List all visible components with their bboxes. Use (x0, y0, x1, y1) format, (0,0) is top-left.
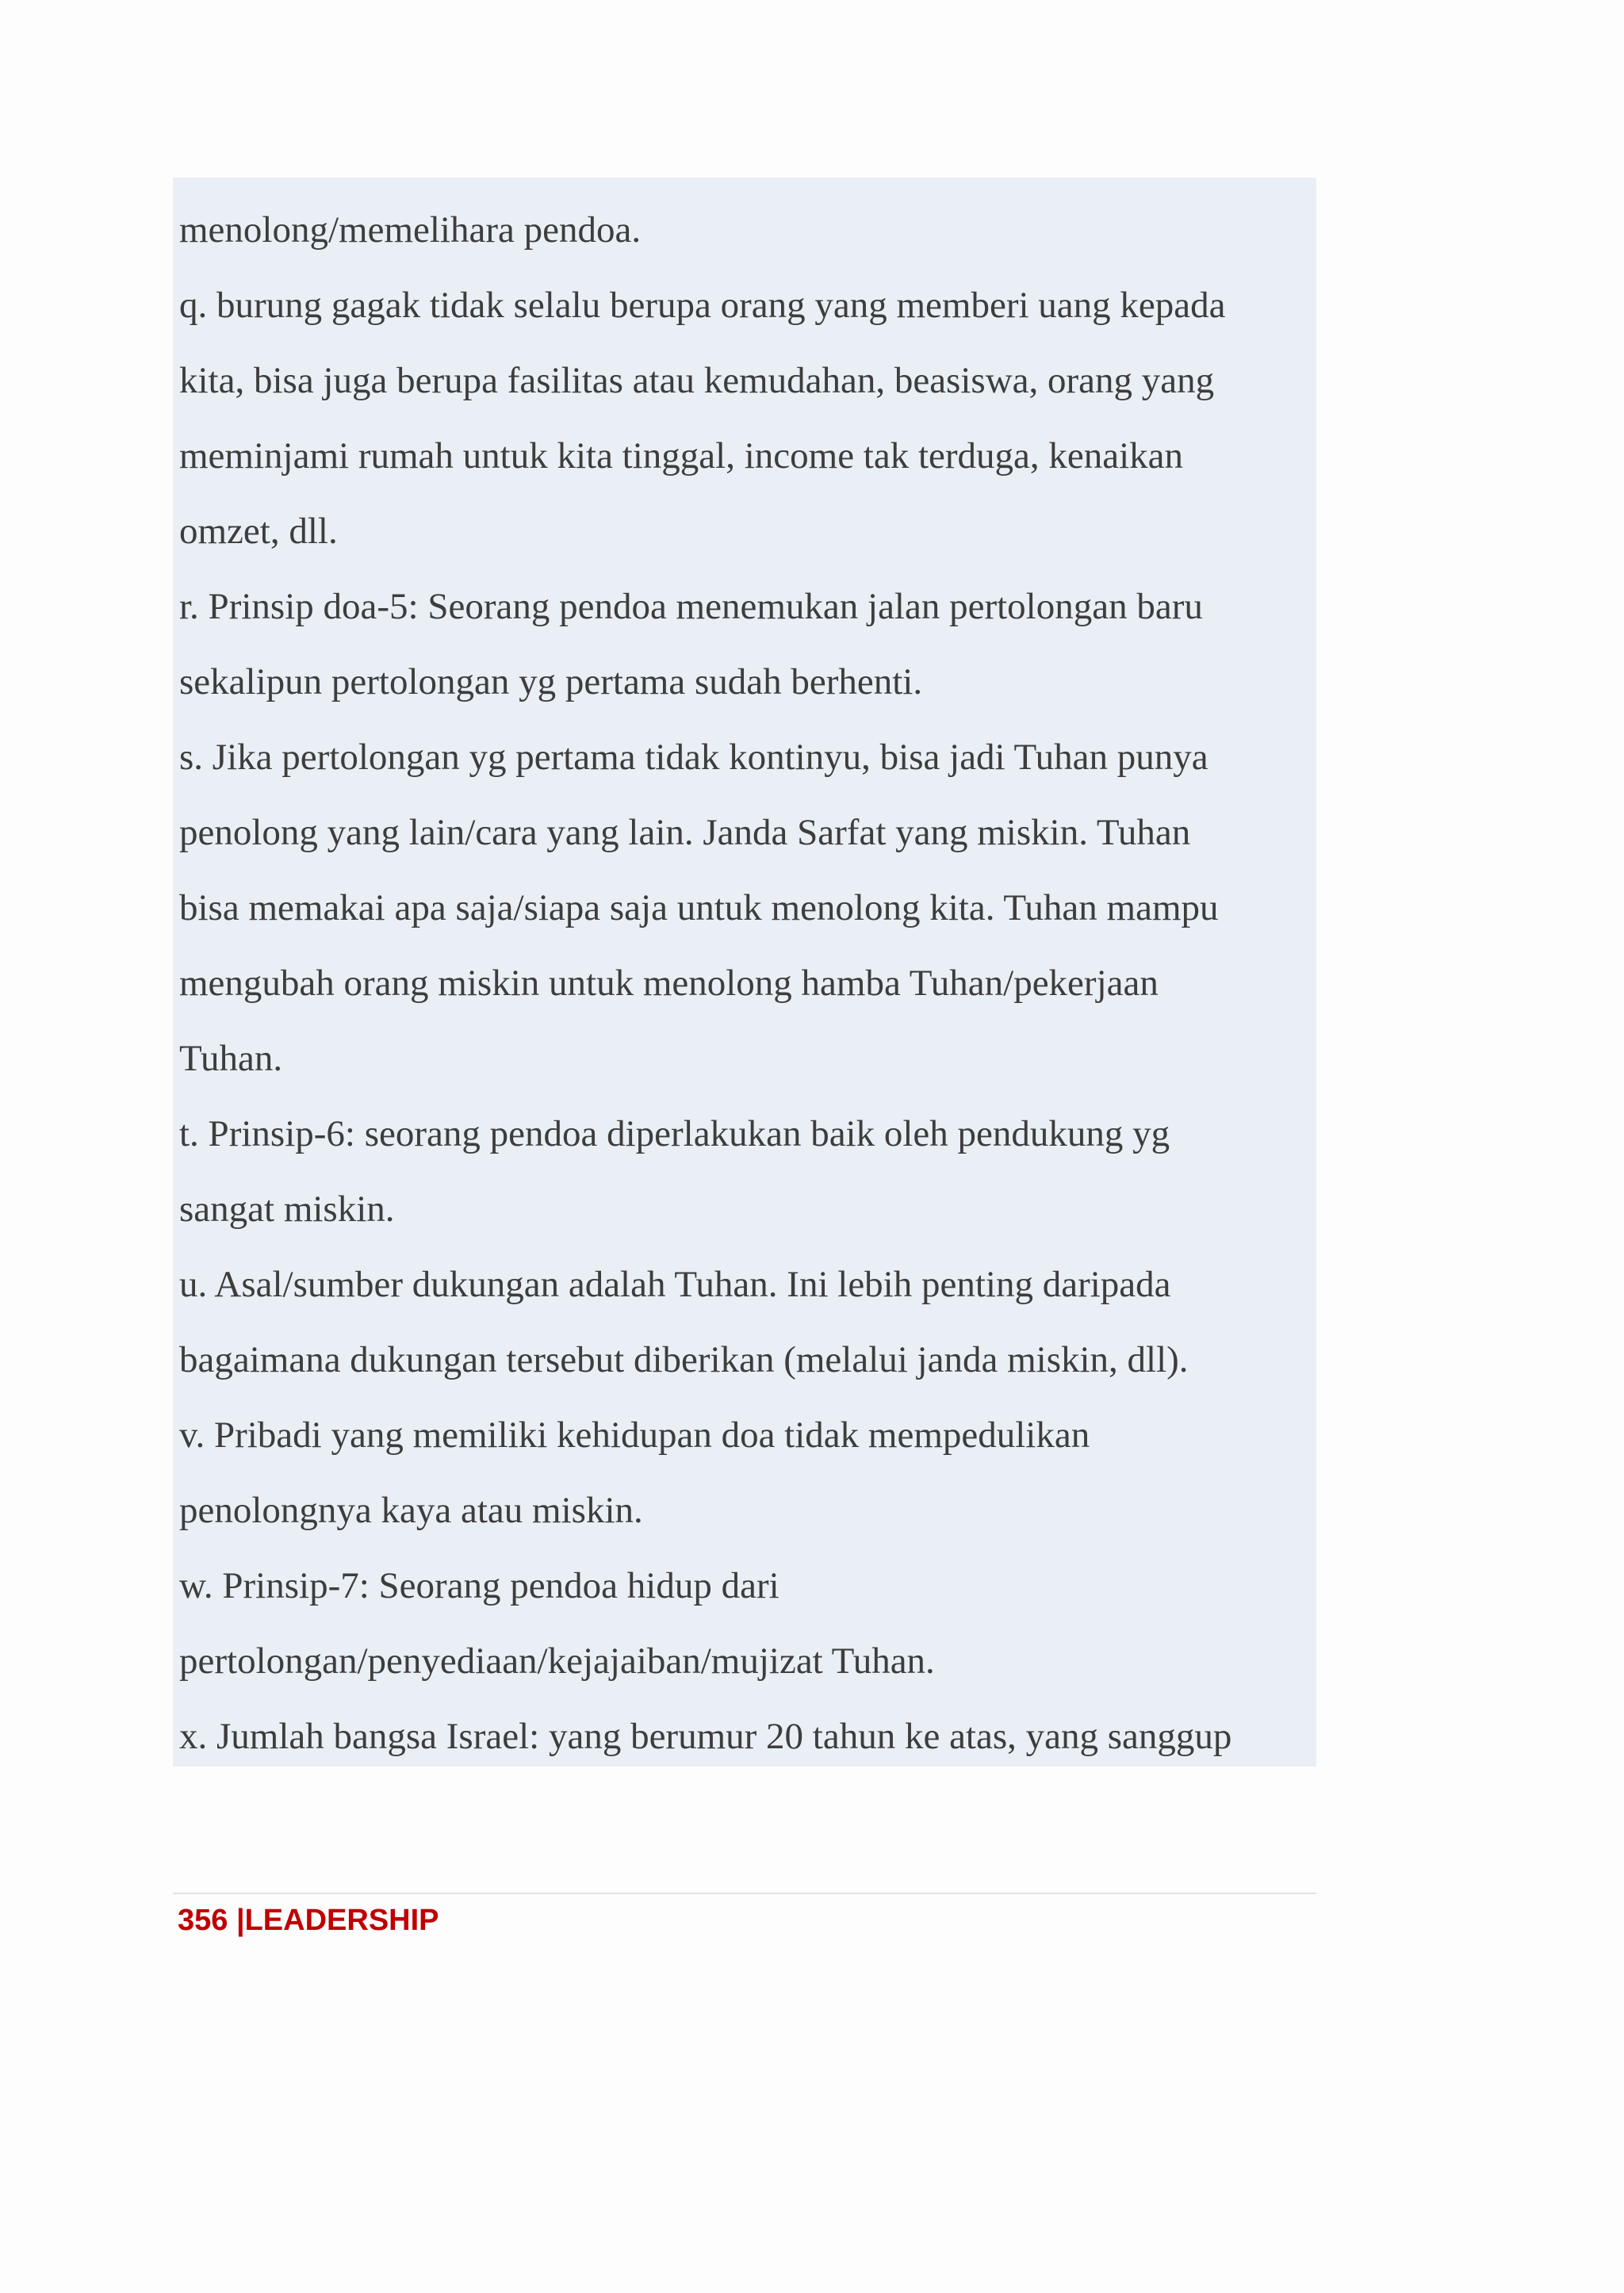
text-line: mengubah orang miskin untuk menolong hamba Tuhan/pekerjaan (179, 963, 1159, 1004)
text-line: pertolongan/penyediaan/kejajaiban/mujizat Tuhan. (179, 1640, 935, 1682)
text-line: w. Prinsip-7: Seorang pendoa hidup dari (179, 1565, 779, 1606)
page-footer-label: 356 |LEADERSHIP (178, 1904, 439, 1937)
text-line: sangat miskin. (179, 1189, 395, 1230)
text-line: bisa memakai apa saja/siapa saja untuk menolong kita. Tuhan mampu (179, 887, 1219, 928)
text-line: kita, bisa juga berupa fasilitas atau kemudahan, beasiswa, orang yang (179, 360, 1215, 401)
text-line: u. Asal/sumber dukungan adalah Tuhan. Ini lebih penting daripada (179, 1264, 1171, 1305)
text-line: penolongnya kaya atau miskin. (179, 1490, 643, 1531)
text-line: v. Pribadi yang memiliki kehidupan doa tidak mempedulikan (179, 1414, 1090, 1456)
footer-divider (173, 1893, 1316, 1894)
text-line: x. Jumlah bangsa Israel: yang berumur 20 tahun ke atas, yang sanggup (179, 1716, 1232, 1757)
text-line: s. Jika pertolongan yg pertama tidak kontinyu, bisa jadi Tuhan punya (179, 737, 1208, 778)
text-line: bagaimana dukungan tersebut diberikan (melalui janda miskin, dll). (179, 1339, 1189, 1380)
text-line: q. burung gagak tidak selalu berupa orang yang memberi uang kepada (179, 285, 1226, 326)
text-line: penolong yang lain/cara yang lain. Janda Sarfat yang miskin. Tuhan (179, 812, 1191, 853)
text-line: r. Prinsip doa-5: Seorang pendoa menemukan jalan pertolongan baru (179, 586, 1203, 627)
text-line: omzet, dll. (179, 511, 338, 552)
text-line: sekalipun pertolongan yg pertama sudah berhenti. (179, 661, 923, 702)
text-line: meminjami rumah untuk kita tinggal, income tak terduga, kenaikan (179, 435, 1184, 477)
text-line: t. Prinsip-6: seorang pendoa diperlakukan baik oleh pendukung yg (179, 1113, 1170, 1154)
text-line: menolong/memelihara pendoa. (179, 209, 642, 251)
text-line: Tuhan. (179, 1038, 283, 1079)
highlighted-text-block (173, 178, 1316, 1767)
